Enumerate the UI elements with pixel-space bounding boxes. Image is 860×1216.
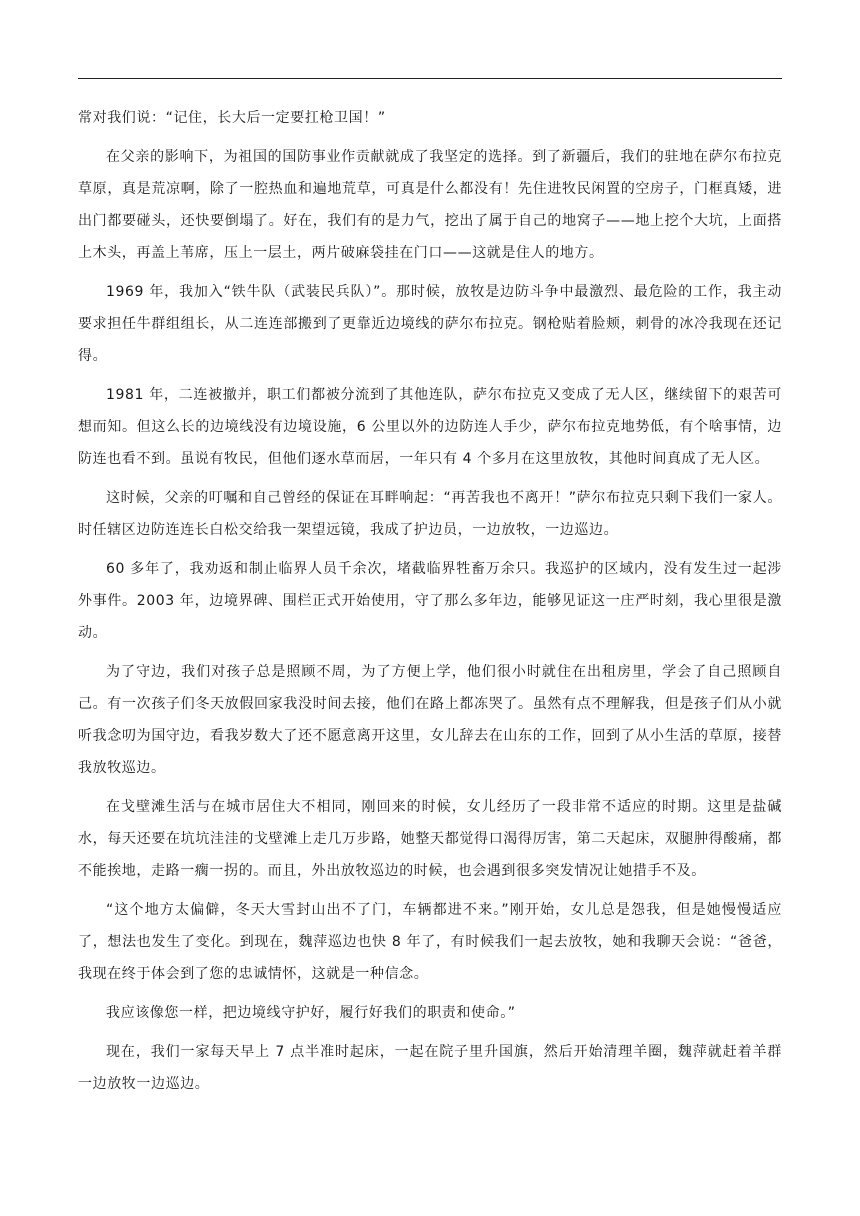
- paragraph: 在戈壁滩生活与在城市居住大不相同，刚回来的时候，女儿经历了一段非常不适应的时期。这里是盐碱水，每天还要在坑坑洼洼的戈壁滩上走几万步路，她整天都觉得口渴得厉害，第二天起床，双腿肿得酸痛，都不能挨地，走路一瘸一拐的。而且，外出放牧巡边的时候，也会遇到很多突发情况让她措手不及。: [78, 799, 782, 879]
- paragraph: 1981 年，二连被撤并，职工们都被分流到了其他连队，萨尔布拉克又变成了无人区，继续留下的艰苦可想而知。但这么长的边境线没有边境设施，6 公里以外的边防连人手少，萨尔布拉克地势低，有个啥事情，边防连也看不到。虽说有牧民，但他们逐水草而居，一年只有 4 个多月在这里放牧，其他时间真成了无人区。: [78, 387, 782, 467]
- paragraph: 为了守边，我们对孩子总是照顾不周，为了方便上学，他们很小时就住在出租房里，学会了自己照顾自己。有一次孩子们冬天放假回家我没时间去接，他们在路上都冻哭了。虽然有点不理解我，但是孩子们从小就听我念叨为国守边，看我岁数大了还不愿意离开这里，女儿辞去在山东的工作，回到了从小生活的草原，接替我放牧巡边。: [78, 664, 782, 776]
- paragraph: 在父亲的影响下，为祖国的国防事业作贡献就成了我坚定的选择。到了新疆后，我们的驻地在萨尔布拉克草原，真是荒凉啊，除了一腔热血和遍地荒草，可真是什么都没有！先住进牧民闲置的空房子，门框真矮，进出门都要碰头，还快要倒塌了。好在，我们有的是力气，挖出了属于自己的地窝子——地上挖个大坑，上面搭上木头，再盖上苇席，压上一层土，两片破麻袋挂在门口——这就是住人的地方。: [78, 149, 782, 261]
- paragraph: 现在，我们一家每天早上 7 点半准时起床，一起在院子里升国旗，然后开始清理羊圈，魏萍就赶着羊群一边放牧一边巡边。: [78, 1044, 782, 1092]
- paragraph: “这个地方太偏僻，冬天大雪封山出不了门，车辆都进不来。”刚开始，女儿总是怨我，但是她慢慢适应了，想法也发生了变化。到现在，魏萍巡边也快 8 年了，有时候我们一起去放牧，她和我聊天会说：“爸爸，我现在终于体会到了您的忠诚情怀，这就是一种信念。: [78, 902, 782, 982]
- paragraph: 常对我们说：“记住，长大后一定要扛枪卫国！”: [78, 110, 386, 126]
- paragraph: 60 多年了，我劝返和制止临界人员千余次，堵截临界牲畜万余只。我巡护的区域内，没有发生过一起涉外事件。2003 年，边境界碑、围栏正式开始使用，守了那么多年边，能够见证这一庄严时刻，我心里很是激动。: [78, 561, 782, 641]
- document-body: [78, 102, 782, 1107]
- header-rule: [78, 78, 782, 79]
- paragraph: 1969 年，我加入“铁牛队（武装民兵队）”。那时候，放牧是边防斗争中最激烈、最危险的工作，我主动要求担任牛群组组长，从二连连部搬到了更靠近边境线的萨尔布拉克。钢枪贴着脸颊，刺骨的冰冷我现在还记得。: [78, 284, 782, 364]
- paragraph: 这时候，父亲的叮嘱和自己曾经的保证在耳畔响起：“再苦我也不离开！”萨尔布拉克只剩下我们一家人。时任辖区边防连连长白松交给我一架望远镜，我成了护边员，一边放牧，一边巡边。: [78, 490, 782, 538]
- paragraph: 我应该像您一样，把边境线守护好，履行好我们的职责和使命。”: [106, 1005, 516, 1021]
